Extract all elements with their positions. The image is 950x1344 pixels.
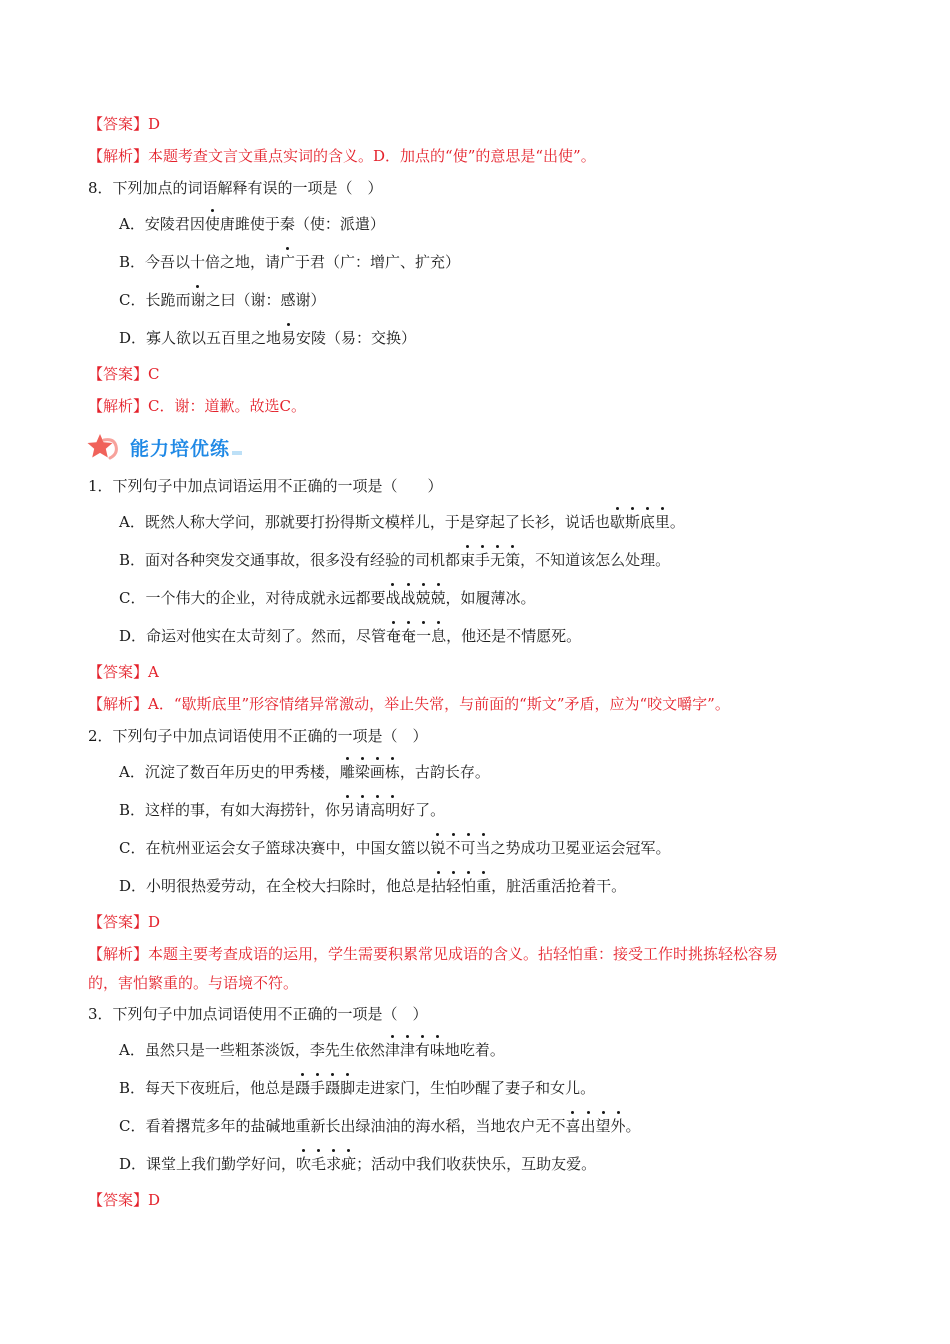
dotted-char: 疵: [341, 1155, 357, 1173]
dotted-char: 明: [385, 801, 401, 819]
dotted-char: 拈: [431, 877, 447, 895]
option-8d: D．寡人欲以五百里之地易安陵（易：交换）: [119, 329, 417, 347]
dotted-char: 求: [326, 1155, 342, 1173]
option-2c: C．在杭州亚运会女子篮球决赛中，中国女篮以锐不可当之势成功卫冕亚运会冠军。: [119, 839, 671, 857]
dotted-char: 出: [580, 1117, 596, 1135]
option-1c: C．一个伟大的企业，对待成就永远都要战战兢兢，如履薄冰。: [119, 589, 536, 607]
section-title: 能力培优练: [130, 437, 231, 460]
dotted-word: [430, 839, 490, 857]
dotted-char: 底: [639, 513, 655, 531]
dotted-word: [295, 1079, 355, 1097]
dotted-char: 怕: [461, 877, 477, 895]
answer-line: 【答案】D: [88, 913, 161, 931]
option-3a: A．虽然只是一些粗茶淡饭，李先生依然津津有味地吃着。: [119, 1041, 505, 1059]
dotted-char: 津: [399, 1041, 415, 1059]
dotted-char: 兢: [430, 589, 446, 607]
dotted-char: 外: [610, 1117, 626, 1135]
option-2a: A．沉淀了数百年历史的甲秀楼，雕梁画栋，古韵长存。: [119, 763, 490, 781]
dotted-word: [565, 1117, 625, 1135]
question-3: 3．下列句子中加点词语使用不正确的一项是（ ）: [88, 1005, 428, 1023]
explanation-line: 【解析】本题考查文言文重点实词的含义。D．加点的“使”的意思是“出使”。: [88, 147, 596, 165]
answer-line: 【答案】A: [88, 663, 159, 681]
dotted-char: 画: [369, 763, 385, 781]
option-8b: B．今吾以十倍之地，请广于君（广：增广、扩充）: [119, 253, 461, 271]
option-1a: A．既然人称大学问，那就要打扮得斯文模样儿，于是穿起了长衫，说话也歇斯底里。: [119, 513, 685, 531]
dotted-word: 易: [281, 329, 297, 347]
dotted-char: 津: [384, 1041, 400, 1059]
dotted-char: 一: [416, 627, 432, 645]
dotted-word: [386, 627, 446, 645]
option-2d: D．小明很热爱劳动，在全校大扫除时，他总是拈轻怕重，脏活重活抢着干。: [119, 877, 627, 895]
explanation-line: 【解析】C．谢：道歉。故选C。: [88, 397, 306, 415]
star-icon: [86, 432, 122, 462]
dotted-char: 喜: [565, 1117, 581, 1135]
dotted-word: 广: [280, 253, 296, 271]
dotted-char: 望: [595, 1117, 611, 1135]
dotted-word: [610, 513, 670, 531]
title-underline: [232, 451, 242, 455]
dotted-word: [460, 551, 520, 569]
dotted-char: 手: [310, 1079, 326, 1097]
question-8: 8．下列加点的词语解释有误的一项是（ ）: [88, 179, 383, 197]
explanation-line-cont: 的，害怕繁重的。与语境不符。: [88, 974, 299, 992]
answer-line: 【答案】C: [88, 365, 160, 383]
dotted-char: 栋: [384, 763, 400, 781]
option-8a: A．安陵君因使唐雎使于秦（使：派遣）: [119, 215, 385, 233]
dotted-char: 另: [340, 801, 356, 819]
dotted-word: [385, 1041, 445, 1059]
dotted-word: [385, 589, 445, 607]
dotted-char: 策: [505, 551, 521, 569]
dotted-char: 请: [355, 801, 371, 819]
question-1: 1．下列句子中加点词语运用不正确的一项是（ ）: [88, 477, 443, 495]
option-2b: B．这样的事，有如大海捞针，你另请高明好了。: [119, 801, 446, 819]
dotted-char: 吹: [296, 1155, 312, 1173]
dotted-char: 战: [400, 589, 416, 607]
dotted-char: 无: [490, 551, 506, 569]
dotted-char: 兢: [415, 589, 431, 607]
option-3b: B．每天下夜班后，他总是蹑手蹑脚走进家门，生怕吵醒了妻子和女儿。: [119, 1079, 596, 1097]
answer-line: 【答案】D: [88, 115, 161, 133]
option-1d: D．命运对他实在太苛刻了。然而，尽管奄奄一息，他还是不情愿死。: [119, 627, 582, 645]
dotted-char: 脚: [340, 1079, 356, 1097]
dotted-char: 蹑: [325, 1079, 341, 1097]
dotted-word: 使: [204, 215, 220, 233]
dotted-char: 蹑: [295, 1079, 311, 1097]
dotted-char: 息: [431, 627, 447, 645]
explanation-line: 【解析】本题主要考查成语的运用，学生需要积累常见成语的含义。拈轻怕重：接受工作时挑拣轻松容易: [88, 945, 779, 963]
dotted-char: 歇: [609, 513, 625, 531]
dotted-word: [431, 877, 491, 895]
dotted-char: 可: [460, 839, 476, 857]
option-3c: C．看着撂荒多年的盐碱地重新长出绿油油的海水稻，当地农户无不喜出望外。: [119, 1117, 641, 1135]
dotted-char: 手: [475, 551, 491, 569]
dotted-char: 战: [385, 589, 401, 607]
dotted-word: 谢: [190, 291, 206, 309]
dotted-char: 毛: [311, 1155, 327, 1173]
explanation-line: 【解析】A．“歇斯底里”形容情绪异常激动，举止失常，与前面的“斯文”矛盾，应为“咬文嚼字”。: [88, 695, 730, 713]
dotted-char: 斯: [624, 513, 640, 531]
dotted-char: 重: [476, 877, 492, 895]
dotted-char: 梁: [354, 763, 370, 781]
option-1b: B．面对各种突发交通事故，很多没有经验的司机都束手无策，不知道该怎么处理。: [119, 551, 671, 569]
dotted-char: 轻: [446, 877, 462, 895]
dotted-word: [340, 801, 400, 819]
dotted-word: [296, 1155, 356, 1173]
dotted-char: 奄: [401, 627, 417, 645]
dotted-char: 不: [445, 839, 461, 857]
dotted-char: 奄: [386, 627, 402, 645]
dotted-char: 里: [654, 513, 670, 531]
dotted-char: 味: [429, 1041, 445, 1059]
dotted-char: 锐: [430, 839, 446, 857]
dotted-char: 雕: [339, 763, 355, 781]
dotted-char: 束: [460, 551, 476, 569]
dotted-char: 有: [414, 1041, 430, 1059]
option-8c: C．长跪而谢之曰（谢：感谢）: [119, 291, 326, 309]
option-3d: D．课堂上我们勤学好问，吹毛求疵；活动中我们收获快乐，互助友爱。: [119, 1155, 597, 1173]
section-header: [86, 430, 242, 464]
question-2: 2．下列句子中加点词语使用不正确的一项是（ ）: [88, 727, 428, 745]
answer-line: 【答案】D: [88, 1191, 161, 1209]
dotted-char: 高: [370, 801, 386, 819]
dotted-word: [340, 763, 400, 781]
dotted-char: 当: [475, 839, 491, 857]
